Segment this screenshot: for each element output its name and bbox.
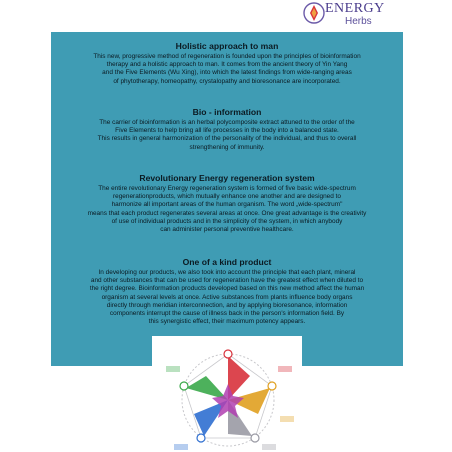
body-line: strengthening of immunity. xyxy=(189,143,265,151)
section-title: Revolutionary Energy regeneration system xyxy=(139,173,315,183)
body-line: This new, progressive method of regeneration is founded upon the principles of bioinformation xyxy=(93,53,361,60)
body-line: the right degree. Bioinformation products developed based on this new method affect the human xyxy=(89,285,365,293)
body-line: In developing our products, we also took into account the principle that each plant, mineral xyxy=(98,269,356,276)
body-line: therapy and a holistic approach to man. It comes from the ancient theory of Yin Yang xyxy=(106,61,348,69)
section-body xyxy=(51,53,403,86)
body-line: Five Elements to help bring all life processes in the body into a balanced state. xyxy=(115,127,339,135)
body-line: organism at several levels at once. Active substances from plants influence body organs xyxy=(101,293,353,301)
energy-herbs-logo xyxy=(303,1,423,28)
earth-node-icon xyxy=(268,382,276,390)
metal-node-icon xyxy=(251,434,259,442)
section-body xyxy=(51,119,403,152)
logo-brand-text: ENERGY xyxy=(325,1,385,16)
body-line: This results in general harmonization of the personality of the individual, and thus to overall xyxy=(97,135,357,143)
section-title: Bio - information xyxy=(192,107,262,117)
body-line: and the Five Elements (Wu Xing), into which the latest findings from wide-ranging areas xyxy=(102,69,352,77)
body-line: The carrier of bioinformation is an herbal polycomposite extract attuned to the order of the xyxy=(99,119,355,126)
energy-logo-icon xyxy=(303,2,325,24)
section-title: One of a kind product xyxy=(182,257,272,267)
section-title: Holistic approach to man xyxy=(175,41,279,51)
wood-node-icon xyxy=(180,382,188,390)
earth-label-mark xyxy=(280,416,294,422)
section-body xyxy=(51,185,403,234)
water-label-mark xyxy=(174,444,188,450)
section-one-of-a-kind xyxy=(51,257,403,326)
info-panel xyxy=(51,32,403,366)
body-line: components interrupt the cause of illness back in the person's information field. By xyxy=(109,310,345,318)
body-line: of phytotherapy, homeopathy, crystalopathy and bioresonance are incorporated. xyxy=(113,77,341,85)
body-line: means that each product regenerates several areas at once. One great advantage is the creativity xyxy=(87,209,367,217)
body-line: regenerationproducts, which mutually enhance one another and are designed to xyxy=(113,193,341,201)
fire-label-mark xyxy=(278,366,292,372)
five-elements-diagram xyxy=(152,336,302,452)
body-line: can administer personal preventive healthcare. xyxy=(160,226,294,234)
body-line: directly through meridian interconnection, and by applying bioresonance, information xyxy=(106,301,348,309)
wood-label-mark xyxy=(166,366,180,372)
section-bio-information xyxy=(51,107,403,152)
body-line: harmonize all important areas of the human organism. The word „wide-spectrum" xyxy=(111,201,343,209)
fire-node-icon xyxy=(224,350,232,358)
five-elements-graphic xyxy=(152,336,302,452)
body-line: The entire revolutionary Energy regeneration system is formed of five basic wide-spectrum xyxy=(98,185,356,192)
body-line: this synergistic effect, their maximum potency appears. xyxy=(148,318,306,326)
water-node-icon xyxy=(197,434,205,442)
logo-sub-text: Herbs xyxy=(345,16,372,27)
section-holistic-approach xyxy=(51,41,403,86)
body-line: and other substances that can be used for regeneration have the greatest effect when diluted to xyxy=(90,277,364,285)
metal-label-mark xyxy=(262,444,276,450)
section-revolutionary-system xyxy=(51,173,403,234)
body-line: of use of individual products and in the simplicity of the system, in which anybody xyxy=(111,217,343,225)
section-body xyxy=(51,269,403,326)
